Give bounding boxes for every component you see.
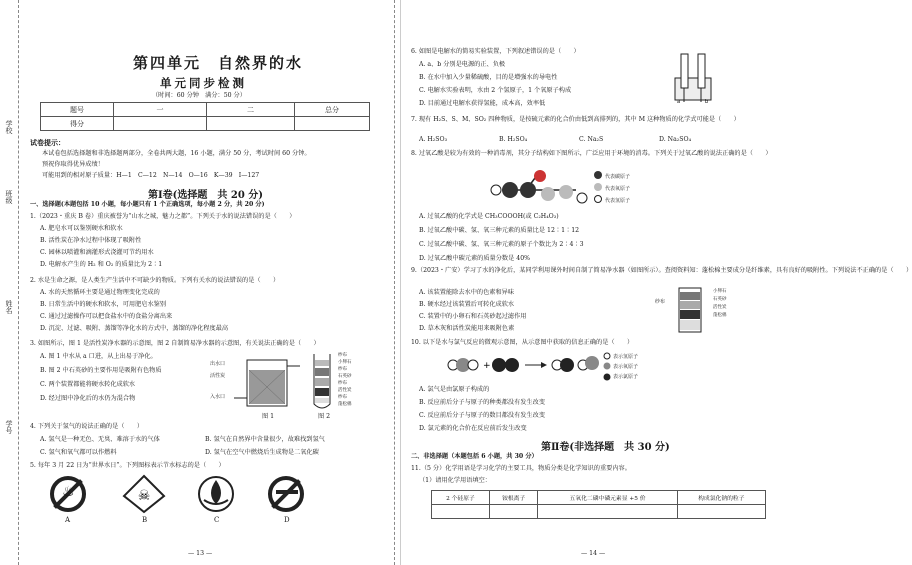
legend-oxygen: 代表氧原子 — [605, 186, 631, 192]
q1-option-b: B. 活性炭在净水过程中体现了吸附性 — [40, 237, 142, 244]
svg-text:+: + — [483, 361, 491, 371]
q7-option-d: D. Na₂SO₄ — [659, 136, 692, 143]
q9-gauze-label: 纱布 — [655, 299, 666, 305]
fig1-caption: 图 1 — [262, 413, 275, 420]
cigarette-icon — [276, 490, 298, 494]
water-saving-icon — [196, 474, 236, 514]
svg-text:a: a — [677, 99, 681, 105]
fill-answer[interactable] — [538, 505, 677, 519]
svg-text:☠: ☠ — [137, 488, 151, 504]
time-note: （时间：60 分钟 满分：50 分） — [152, 92, 246, 99]
fig1-outlet-label: 出水口 — [210, 361, 226, 367]
legend-hydrogen: 代表氢原子 — [605, 198, 631, 204]
q9-option-c: C. 装置中的小卵石和石英砂起过滤作用 — [419, 313, 527, 320]
q8-legend — [605, 171, 630, 207]
score-header-number: 题号 — [41, 103, 114, 117]
q3-option-c: C. 两个装置都能将硬水转化成软水 — [40, 381, 136, 388]
score-row-label: 得分 — [41, 117, 114, 131]
fig2-layer: 小卵石 — [338, 360, 352, 365]
section2-heading: 二、非选择题（本题包括 6 小题，共 30 分） — [411, 453, 538, 460]
q9-stem: 9.（2023・广安）学习了水的净化后，某同学利用课外时间自制了简易净水器（如图所示）。查阅资料知：蓬松棉主要成分是纤维素，具有良好的吸附性。下列说法不正确的是（ ） — [411, 267, 912, 274]
q10-option-a: A. 氯气是由氯原子构成的 — [419, 386, 490, 393]
page-number-right: — 14 — — [581, 550, 606, 557]
fill-header: 构成氯化钠的粒子 — [677, 491, 765, 505]
score-header-1: 一 — [114, 103, 207, 117]
q9-layer: 蓬松棉 — [713, 313, 727, 318]
q4-option-b: B. 氢气在自然界中含量很少，故难找到氢气 — [205, 436, 325, 443]
fig2-layer: 石英砂 — [338, 374, 352, 379]
q9-purifier-figure — [671, 286, 711, 336]
q11-stem: 11.（5 分）化学用语是学习化学的主要工具，物质分类是化学知识的重要内容。 — [411, 465, 631, 472]
page-number-left: — 13 — — [188, 550, 213, 557]
q9-option-b: B. 硬水经过该装置后可转化成软水 — [419, 301, 515, 308]
q4-stem: 4. 下列关于氢气的说法正确的是（ ） — [30, 423, 144, 430]
electrolysis-apparatus — [673, 48, 713, 104]
section1-heading: 一、选择题(本题包括 10 小题，每小题只有 1 个正确选项，每小题 2 分，共 20 分) — [30, 201, 265, 208]
score-header-2: 二 — [207, 103, 295, 117]
fig2-layer: 纱布 — [338, 395, 347, 400]
q1-option-d: D. 电解水产生的 H₂ 和 O₂ 的质量比为 2∶1 — [40, 261, 163, 268]
fig1-carbon-label: 活性炭 — [210, 373, 226, 379]
fig2-layer: 蓬松棉 — [338, 402, 352, 407]
q8-stem: 8. 过氧乙酸是较为有效的一种消毒剂，其分子结构如下图所示，广泛应用于环境的消毒。下列关于过氧乙酸的说法正确的是（ ） — [411, 150, 772, 157]
flame-icon: ♨ — [62, 484, 75, 500]
q5-label-c: C — [214, 516, 220, 524]
q10-legend-swatches — [603, 352, 611, 382]
fill-header: 2 个硅原子 — [432, 491, 490, 505]
svg-text:b: b — [705, 99, 709, 105]
score-cell[interactable] — [207, 117, 295, 131]
q2-option-a: A. 水的天然循环主要是通过物理变化完成的 — [40, 289, 160, 296]
q10-reaction-diagram — [441, 352, 601, 378]
q9-layer-labels — [713, 288, 727, 320]
q5-stem: 5. 每年 3 月 22 日为“世界水日”。下列图标表示节水标志的是（ ） — [30, 462, 225, 469]
q8-option-a: A. 过氧乙酸的化学式是 CH₃COOOH(或 C₂H₄O₃) — [419, 213, 559, 220]
q1-option-c: C. 园林以喷灌和滴灌形式浇灌可节约用水 — [40, 249, 154, 256]
legend-cl: 表示氯原子 — [613, 374, 639, 380]
right-page — [400, 0, 912, 565]
fold-line — [394, 0, 395, 565]
q10-option-c: C. 反应前后分子与原子的数目都没有发生改变 — [419, 412, 546, 419]
q5-label-b: B — [142, 516, 148, 524]
q3-option-b: B. 图 2 中石英砂的主要作用是吸附有色物质 — [40, 367, 162, 374]
q1-option-a: A. 肥皂水可以鉴别硬水和软水 — [40, 225, 123, 232]
q4-option-d: D. 氢气在空气中燃烧后生成物是二氧化碳 — [205, 449, 319, 456]
q11-sub: （1）请用化学用语填空： — [419, 477, 491, 484]
q3-stem: 3. 如图所示，图 1 是活性炭净水器的示意图，图 2 自制简易净水器的示意图，有关说法正确的是（ ） — [30, 340, 320, 347]
poison-icon — [122, 474, 166, 514]
fill-answer[interactable] — [489, 505, 537, 519]
q1-stem: 1.（2023・重庆 B 卷）重庆被誉为“山水之城，魅力之都”。下列关于水的说法错误的是（ ） — [30, 213, 296, 220]
figure-2-purifier — [308, 352, 336, 414]
q8-option-c: C. 过氧乙酸中碳、氢、氧三种元素的原子个数比为 2∶4∶3 — [419, 241, 584, 248]
fill-answer[interactable] — [677, 505, 765, 519]
q10-option-b: B. 反应前后分子与原子的种类都没有发生改变 — [419, 399, 546, 406]
q9-option-d: D. 草木灰和活性炭能用来吸附色素 — [419, 325, 515, 332]
fill-header: 铵根离子 — [489, 491, 537, 505]
part1-heading: 第Ⅰ卷(选择题 共 20 分) — [148, 190, 264, 201]
fig2-layer: 纱布 — [338, 353, 347, 358]
fill-header: 五氧化二磷中磷元素显 +5 价 — [538, 491, 677, 505]
fig2-layer: 纱布 — [338, 381, 347, 386]
score-cell[interactable] — [295, 117, 370, 131]
q2-option-b: B. 日常生活中的硬水和软水，可用肥皂水鉴别 — [40, 301, 167, 308]
gutter-name: 姓名 — [5, 300, 13, 314]
fig2-layer: 纱布 — [338, 367, 347, 372]
tips-line-3: 可能用到的相对原子质量：H—1 C—12 N—14 O—16 K—39 I—127 — [42, 172, 260, 179]
q3-option-d: D. 经过图中净化后的水仍为混合物 — [40, 395, 136, 402]
q2-option-d: D. 沉淀、过滤、吸附、蒸馏等净化水的方式中，蒸馏的净化程度最高 — [40, 325, 229, 332]
peracetic-acid-molecule — [486, 168, 596, 210]
q5-label-d: D — [284, 516, 290, 524]
q4-option-a: A. 氢气是一种无色、无臭、难溶于水的气体 — [40, 436, 160, 443]
score-header-total: 总分 — [295, 103, 370, 117]
q7-option-c: C. Na₂S — [579, 136, 604, 143]
q9-layer: 石英砂 — [713, 297, 727, 302]
q10-stem: 10. 以下是水与氯气反应的微观示意图，从示意图中获取的信息正确的是（ ） — [411, 339, 634, 346]
gutter-class: 班级 — [5, 190, 13, 204]
q6-option-a: A. a、b 分别是电源的正、负极 — [419, 61, 506, 68]
tips-line-2: 预祝你取得优异成绩！ — [42, 161, 104, 168]
q7-option-b: B. H₂SO₄ — [499, 136, 528, 143]
left-page — [0, 0, 400, 565]
tips-heading: 试卷提示： — [30, 138, 65, 147]
unit-subtitle: 单元同步检测 — [160, 76, 247, 90]
legend-o: 表示氧原子 — [613, 364, 639, 370]
q7-option-a: A. H₂SO₃ — [419, 136, 448, 143]
q10-option-d: D. 氯元素的化合价在反应前后发生改变 — [419, 425, 527, 432]
q5-label-a: A — [65, 516, 71, 524]
q6-option-b: B. 在水中加入少量稀硫酸，目的是增强水的导电性 — [419, 74, 558, 81]
fill-answer[interactable] — [432, 505, 490, 519]
q6-option-c: C. 电解水实验表明，水由 2 个氢原子，1 个氧原子构成 — [419, 87, 572, 94]
binding-line — [18, 0, 19, 565]
q4-option-c: C. 氢气和氧气都可以作燃料 — [40, 449, 117, 456]
q8-legend-swatches — [593, 170, 603, 206]
q9-option-a: A. 该装置能除去水中的色素和异味 — [419, 289, 515, 296]
fig2-layer-labels — [338, 352, 368, 408]
figure-1-purifier — [232, 356, 302, 412]
score-table — [40, 102, 370, 131]
q2-option-c: C. 通过过滤操作可以把食盐水中的食盐分离出来 — [40, 313, 173, 320]
q8-option-b: B. 过氧乙酸中碳、氢、氧三种元素的质量比是 12∶1∶12 — [419, 227, 580, 234]
unit-title: 第四单元 自然界的水 — [133, 54, 304, 72]
gutter-school: 学校 — [5, 120, 13, 134]
q9-layer: 小卵石 — [713, 289, 727, 294]
q9-layer: 活性炭 — [713, 305, 727, 310]
fig2-layer: 活性炭 — [338, 388, 352, 393]
score-cell[interactable] — [114, 117, 207, 131]
fig1-inlet-label: 入水口 — [210, 394, 226, 400]
part2-heading: 第Ⅱ卷(非选择题 共 30 分) — [541, 442, 670, 453]
q8-option-d: D. 过氧乙酸中碳元素的质量分数是 40% — [419, 255, 531, 262]
q11-fill-table — [431, 490, 766, 519]
legend-h: 表示氢原子 — [613, 354, 639, 360]
q2-stem: 2. 水是生命之源，是人类生产生活中不可缺少的物质。下列有关水的说法错误的是（ ） — [30, 277, 280, 284]
q3-option-a: A. 图 1 中水从 a 口进，从上出易于净化。 — [40, 353, 157, 360]
legend-carbon: 代表碳原子 — [605, 174, 631, 180]
q6-stem: 6. 如图是电解水的简易实验装置，下列叙述错误的是（ ） — [411, 48, 580, 55]
q6-option-d: D. 目前通过电解水获得氢能，成本高，效率低 — [419, 100, 546, 107]
tips-line-1: 本试卷包括选择题和非选择题两部分，全卷共两大题，16 小题，满分 50 分，考试时间 60 分钟。 — [42, 150, 311, 157]
q10-legend — [613, 352, 638, 382]
fig2-caption: 图 2 — [318, 413, 331, 420]
q7-stem: 7. 现有 H₂S、S、M、SO₂ 四种物质，是按硫元素的化合价由低到高排列的，其中 M 这种物质的化学式可能是（ ） — [411, 116, 740, 123]
gutter-number: 学号 — [5, 420, 13, 434]
